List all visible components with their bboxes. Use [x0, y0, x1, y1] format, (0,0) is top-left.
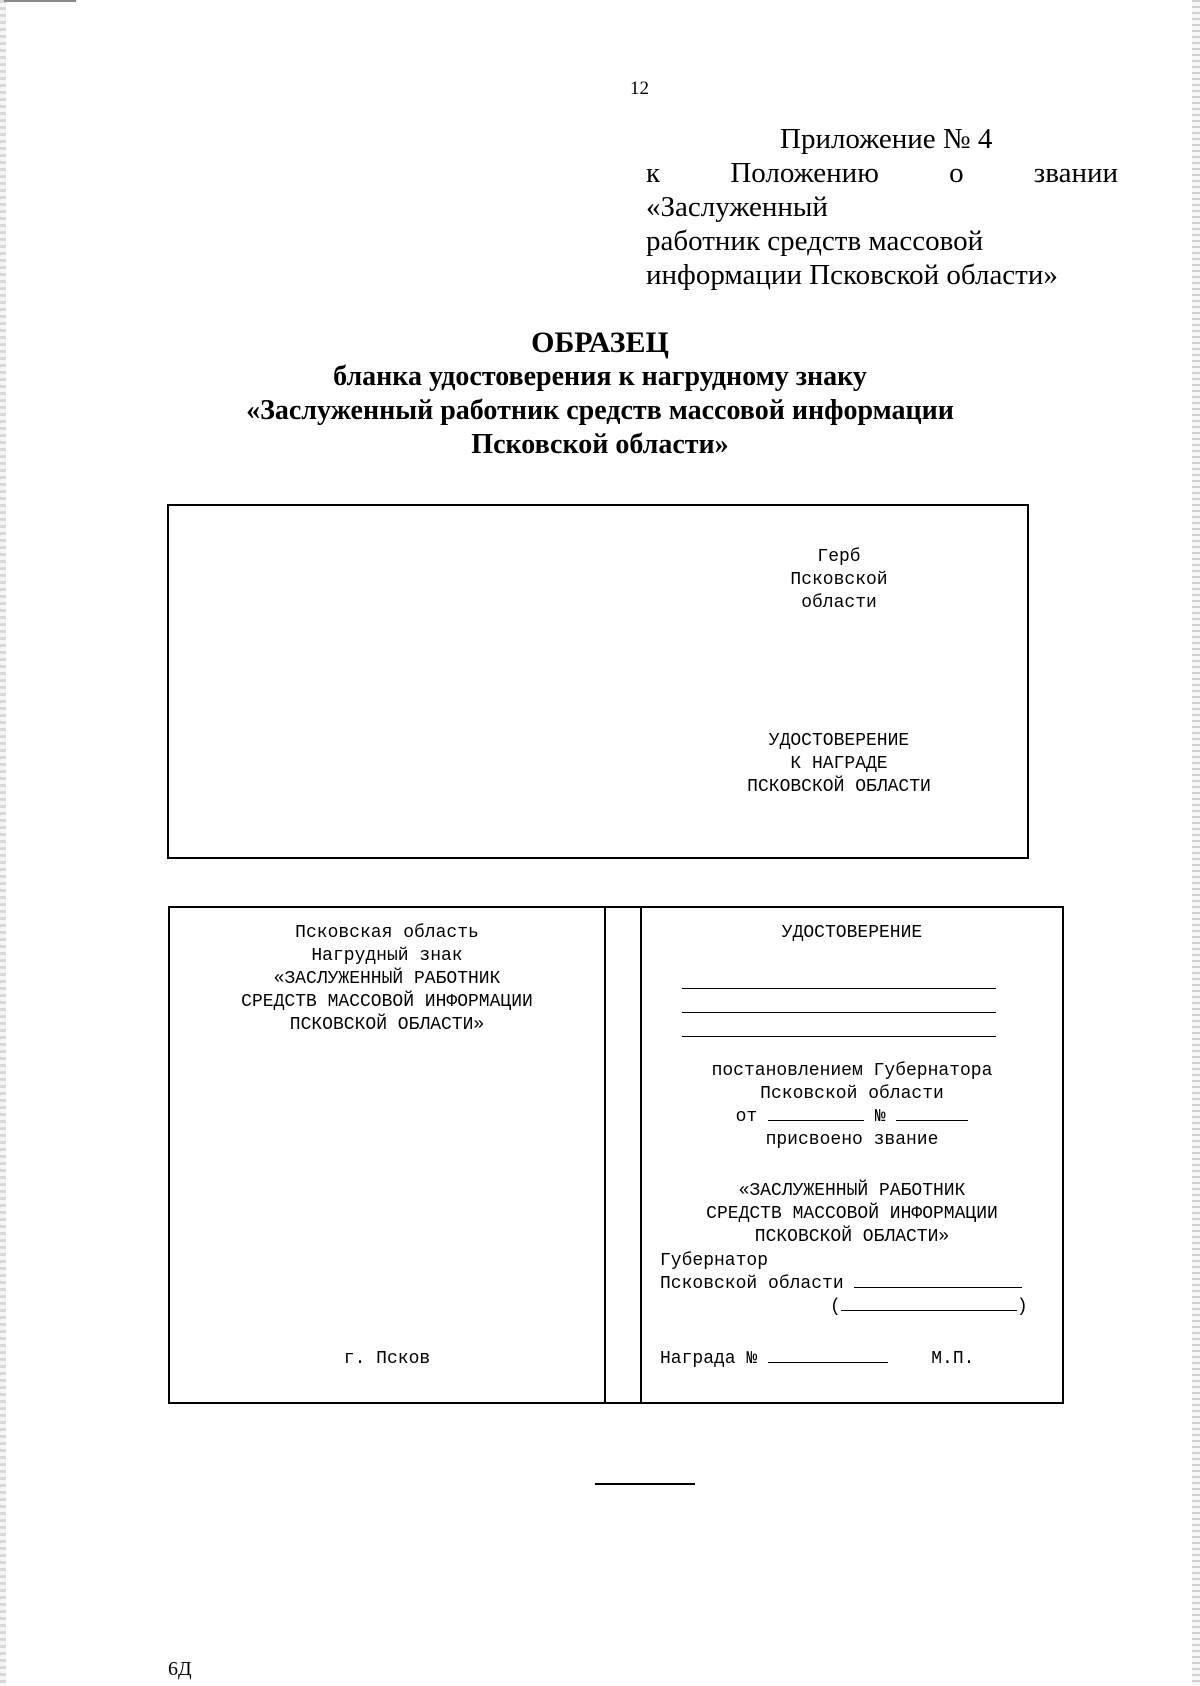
open-paren: (	[830, 1297, 841, 1317]
governor-name-line	[660, 1296, 1060, 1319]
appendix-line: к Положению о звании «Заслуженный	[646, 157, 1118, 223]
scan-edge-left	[0, 0, 6, 1686]
heading-line: «Заслуженный работник средств массовой информации	[246, 395, 954, 426]
inner-left-text	[170, 922, 604, 1037]
decree-line: присвоено звание	[765, 1130, 939, 1150]
end-rule	[595, 1483, 695, 1485]
cover-title-line: УДОСТОВЕРЕНИЕ	[768, 731, 910, 751]
certificate-cover	[167, 504, 1029, 859]
blank-fill-line	[682, 1036, 996, 1037]
coat-of-arms-line: области	[801, 593, 877, 613]
decree-number-blank	[896, 1106, 968, 1121]
scan-edge-right	[1192, 0, 1200, 1686]
appendix-title: Приложение № 4	[780, 123, 993, 155]
governor-line: Губернатор	[660, 1251, 769, 1271]
honorary-title-line: ПСКОВСКОЙ ОБЛАСТИ»	[754, 1227, 950, 1247]
footer-code: 6Д	[168, 1658, 192, 1680]
document-heading	[0, 326, 1200, 462]
page-number: 12	[630, 78, 649, 99]
cover-title-line: К НАГРАДЕ	[790, 754, 888, 774]
name-blank	[841, 1296, 1017, 1311]
governor-signature-line	[660, 1273, 1060, 1296]
heading-line: Псковской области»	[471, 429, 729, 460]
coat-of-arms-placeholder	[769, 546, 909, 615]
appendix-block	[646, 122, 1118, 292]
coat-of-arms-line: Псковской	[790, 570, 888, 590]
inner-right-panel	[642, 908, 1062, 1402]
inner-left-line: «ЗАСЛУЖЕННЫЙ РАБОТНИК	[273, 969, 501, 989]
decree-line: постановлением Губернатора	[711, 1061, 993, 1081]
honorary-title-line: СРЕДСТВ МАССОВОЙ ИНФОРМАЦИИ	[706, 1204, 998, 1224]
award-label: Награда №	[660, 1349, 758, 1369]
signature-blank	[854, 1273, 1022, 1288]
date-blank	[768, 1106, 864, 1121]
heading-title: ОБРАЗЕЦ	[531, 326, 669, 359]
blank-fill-line	[682, 1012, 996, 1013]
inner-left-line: Нагрудный знак	[311, 946, 463, 966]
governor-line: Псковской области	[660, 1274, 844, 1294]
cover-title-line: ПСКОВСКОЙ ОБЛАСТИ	[747, 777, 931, 797]
inner-left-line: Псковская область	[295, 923, 479, 943]
honorary-title	[642, 1180, 1062, 1249]
blank-fill-line	[682, 988, 996, 989]
date-prefix: от	[735, 1107, 758, 1127]
decree-date-line	[642, 1106, 1062, 1129]
close-paren: )	[1016, 1297, 1028, 1317]
number-sign: №	[874, 1107, 886, 1127]
award-number-blank	[768, 1348, 888, 1363]
heading-line: бланка удостоверения к нагрудному знаку	[333, 361, 867, 392]
appendix-line: работник средств массовой	[646, 225, 984, 257]
city-label: г. Псков	[343, 1349, 431, 1369]
stamp-placeholder: М.П.	[931, 1349, 975, 1369]
honorary-title-line: «ЗАСЛУЖЕННЫЙ РАБОТНИК	[738, 1181, 966, 1201]
appendix-line: информации Псковской области»	[646, 259, 1058, 291]
governor-signature-block	[660, 1250, 1060, 1319]
decree-block	[642, 1060, 1062, 1152]
decree-line: Псковской области	[760, 1084, 944, 1104]
inner-right-title: УДОСТОВЕРЕНИЕ	[781, 923, 923, 943]
certificate-inner-spread	[168, 906, 1064, 1404]
coat-of-arms-line: Герб	[817, 547, 861, 567]
spine-line	[604, 908, 606, 1402]
inner-left-line: ПСКОВСКОЙ ОБЛАСТИ»	[289, 1015, 485, 1035]
scan-top-mark	[4, 0, 76, 2]
inner-left-line: СРЕДСТВ МАССОВОЙ ИНФОРМАЦИИ	[241, 992, 533, 1012]
award-number-line	[660, 1348, 1060, 1371]
cover-title	[729, 730, 949, 799]
